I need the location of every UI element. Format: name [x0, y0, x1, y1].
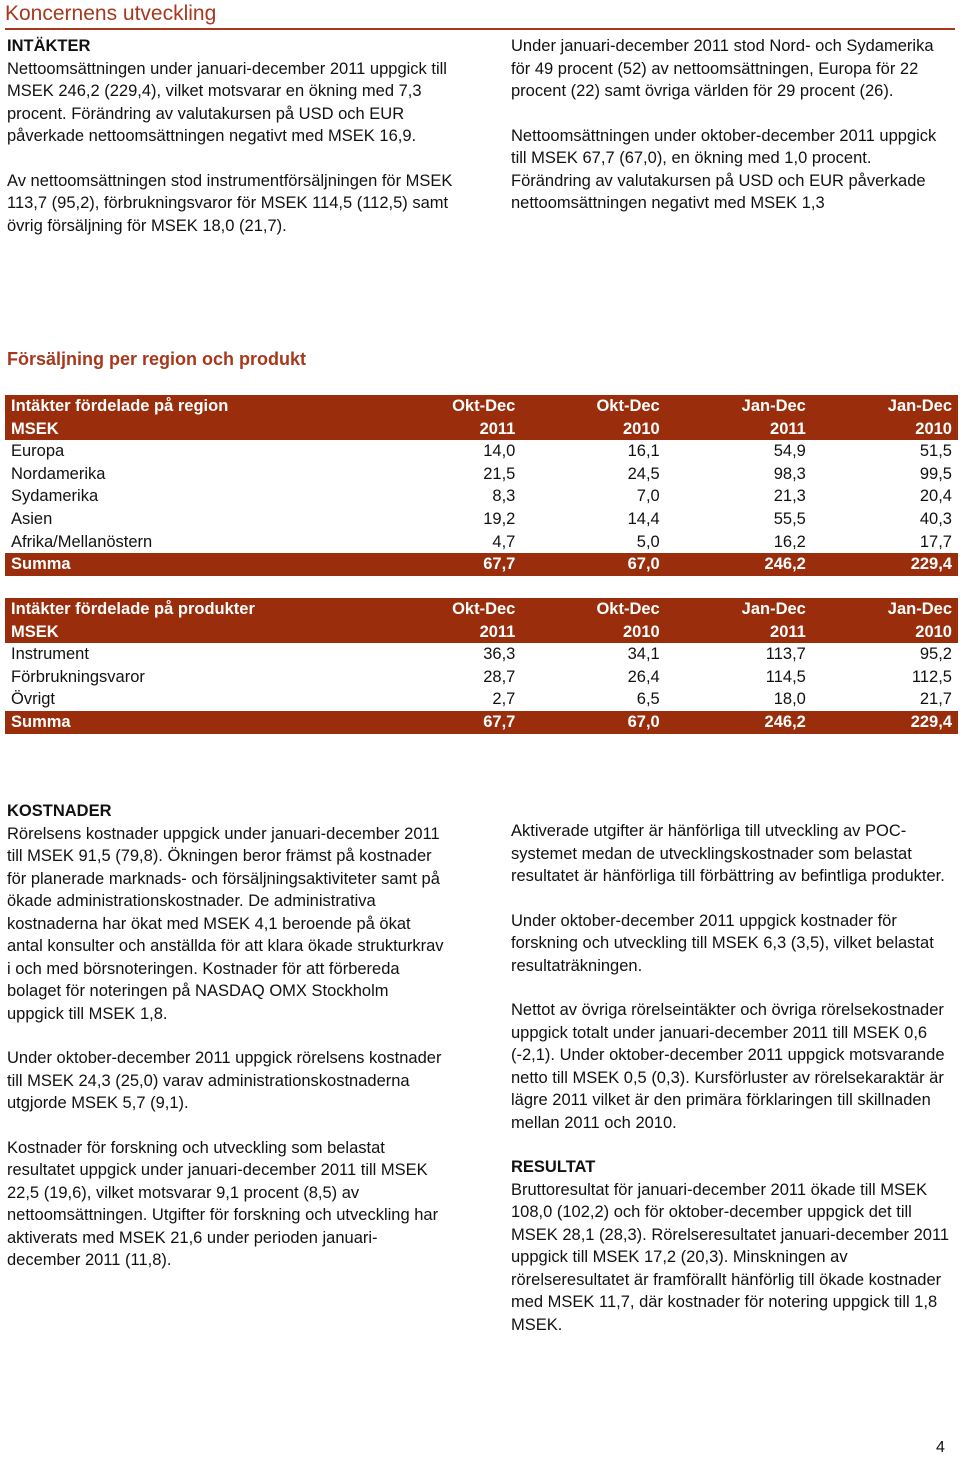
table-row: [5, 485, 958, 508]
table-sum-cell: 67,7: [377, 711, 521, 734]
table-cell: 21,7: [919, 690, 952, 709]
table-header-cell: Jan-Dec: [812, 395, 958, 418]
table-header-cell: MSEK: [5, 418, 377, 441]
kostnader-right-column: [511, 820, 951, 1358]
table-row: [5, 666, 958, 689]
table-cell: 21,3: [773, 487, 806, 506]
table-cell: 14,0: [483, 442, 516, 461]
kostnader-paragraph-1: Rörelsens kostnader uppgick under januari-december 2011 till MSEK 91,5 (79,8). Ökningen beror främst på kostnader för planerade marknads- och försäljningsaktiviteter samt på ökade administrationskostnader. De administrativa kostnaderna har ökat med MSEK 4,1 beroende på ökat antal konsulter och anställda för att klara ökade strukturkrav i och med börsnoteringen. Kostnader för att förbereda bolaget för noteringen på NASDAQ OMX Stockholm uppgick till MSEK 1,8.: [7, 824, 444, 1023]
table-header-cell: 2010: [521, 418, 665, 441]
table-header-cell: Jan-Dec: [666, 598, 812, 621]
table-cell: Afrika/Mellanöstern: [11, 532, 153, 551]
table-header-cell: Okt-Dec: [521, 395, 665, 418]
table-row: [5, 531, 958, 554]
table-header-cell: 2011: [666, 621, 812, 644]
page-number: 4: [936, 1439, 945, 1456]
table-cell: 28,7: [483, 667, 516, 686]
table-cell: 55,5: [773, 509, 806, 528]
table-header-cell: Okt-Dec: [521, 598, 665, 621]
table-sum-row: [5, 553, 958, 576]
table-row: [5, 440, 958, 463]
table-cell: Förbrukningsvaror: [11, 667, 145, 686]
resultat-heading: RESULTAT: [511, 1158, 596, 1176]
table-cell: 19,2: [483, 509, 516, 528]
table-cell: 21,5: [483, 464, 516, 483]
table-cell: 8,3: [492, 487, 516, 506]
intakter-heading: INTÄKTER: [7, 37, 91, 55]
table-cell: Europa: [11, 442, 65, 461]
table-row: [5, 463, 958, 486]
intakter-paragraph-4: Nettoomsättningen under oktober-december 2011 uppgick till MSEK 67,7 (67,0), en ökning med 1,0 procent. Förändring av valutakursen på USD och EUR påverkade nettoomsättningen negativt med MSEK 1,3: [511, 126, 937, 212]
table-sum-cell: 67,0: [521, 711, 665, 734]
table-row: [5, 643, 958, 666]
table-header-cell: 2010: [812, 418, 958, 441]
table-header-cell: 2011: [377, 418, 521, 441]
table-cell: 98,3: [773, 464, 806, 483]
table-cell: 16,1: [627, 442, 660, 461]
table-sum-cell: 229,4: [812, 711, 958, 734]
table-header-row: [5, 598, 958, 621]
table-cell: Asien: [11, 509, 53, 528]
table-header-cell: 2010: [521, 621, 665, 644]
table-row: [5, 688, 958, 711]
table-cell: 112,5: [911, 667, 952, 686]
page-title: Koncernens utveckling: [5, 2, 955, 30]
kostnader-paragraph-2: Under oktober-december 2011 uppgick rörelsens kostnader till MSEK 24,3 (25,0) varav administrationskostnaderna utgjorde MSEK 5,7 (9,1).: [7, 1049, 442, 1112]
table-cell: 5,0: [636, 532, 660, 551]
region-revenue-table: [5, 395, 958, 576]
table-cell: 6,5: [636, 690, 660, 709]
table-cell: 40,3: [919, 509, 952, 528]
table-cell: Övrigt: [11, 690, 56, 709]
table-cell: 95,2: [919, 645, 952, 664]
table-cell: 14,4: [627, 509, 660, 528]
intakter-paragraph-3: Under januari-december 2011 stod Nord- och Sydamerika för 49 procent (52) av nettoomsättningen, Europa för 22 procent (22) samt övriga världen för 29 procent (26).: [511, 37, 934, 100]
table-cell: Instrument: [11, 645, 89, 664]
table-sum-cell: 246,2: [666, 711, 812, 734]
table-sum-cell: Summa: [5, 553, 377, 576]
product-revenue-table: [5, 598, 958, 734]
table-header-cell: 2011: [666, 418, 812, 441]
intakter-paragraph-1: Nettoomsättningen under januari-december 2011 uppgick till MSEK 246,2 (229,4), vilket motsvarar en ökning med 7,3 procent. Förändring av valutakursen på USD och EUR påverkade nettoomsättningen negativt med MSEK 16,9.: [7, 59, 447, 145]
table-sum-cell: Summa: [5, 711, 377, 734]
table-cell: 4,7: [492, 532, 516, 551]
table-cell: 7,0: [636, 487, 660, 506]
table-cell: 2,7: [492, 690, 516, 709]
table-header-cell: 2011: [377, 621, 521, 644]
table-header-cell: Jan-Dec: [666, 395, 812, 418]
kostnader-left-column: [7, 800, 447, 1294]
table-header-cell: Jan-Dec: [812, 598, 958, 621]
table-sum-cell: 246,2: [666, 553, 812, 576]
table-cell: 34,1: [627, 645, 660, 664]
kostnader-paragraph-5: Under oktober-december 2011 uppgick kostnader för forskning och utveckling till MSEK 6,3 (3,5), vilket belastat resultaträkningen.: [511, 911, 934, 975]
kostnader-paragraph-6: Nettot av övriga rörelseintäkter och övriga rörelsekostnader uppgick totalt under januari-december 2011 till MSEK 0,6 (-2,1). Under oktober-december 2011 uppgick motsvarande netto till MSEK 0,5 (0,3). Kursförluster av rörelsekaraktär är lägre 2011 vilket är den primära förklaringen till skillnaden mellan 2011 och 2010.: [511, 1001, 945, 1132]
table-cell: Sydamerika: [11, 487, 99, 506]
table-sum-cell: 229,4: [812, 553, 958, 576]
intakter-left-column: [7, 35, 457, 259]
table-header-cell: MSEK: [5, 621, 377, 644]
table-header-cell: Okt-Dec: [377, 395, 521, 418]
table-cell: 54,9: [773, 442, 806, 461]
table-header-row: [5, 621, 958, 644]
kostnader-paragraph-3: Kostnader för forskning och utveckling som belastat resultatet uppgick under januari-december 2011 till MSEK 22,5 (19,6), vilket motsvarar 9,1 procent (8,5) av nettoomsättningen. Utgifter för forskning och utveckling har aktiverats med MSEK 21,6 under perioden januari-december 2011 (11,8).: [7, 1138, 439, 1269]
table-sum-cell: 67,7: [377, 553, 521, 576]
resultat-paragraph: Bruttoresultat för januari-december 2011 ökade till MSEK 108,0 (102,2) och för oktober-december uppgick det till MSEK 28,1 (28,3). Rörelseresultatet januari-december 2011 uppgick till MSEK 17,2 (20,3). Minskningen av rörelseresultatet är framförallt hänförlig till ökade kostnader med MSEK 11,7, där kostnader för notering uppgick till 1,8 MSEK.: [511, 1180, 950, 1334]
table-row: [5, 508, 958, 531]
table-header-row: [5, 395, 958, 418]
table-cell: 24,5: [627, 464, 660, 483]
table-header-cell: Intäkter fördelade på produkter: [5, 598, 377, 621]
table-cell: 26,4: [627, 667, 660, 686]
table-cell: 99,5: [919, 464, 952, 483]
table-cell: 113,7: [765, 645, 806, 664]
table-cell: 36,3: [483, 645, 516, 664]
kostnader-heading: KOSTNADER: [7, 802, 112, 820]
table-cell: 20,4: [919, 487, 952, 506]
intakter-paragraph-2: Av nettoomsättningen stod instrumentförsäljningen för MSEK 113,7 (95,2), förbrukningsvaror för MSEK 114,5 (112,5) samt övrig försäljning för MSEK 18,0 (21,7).: [7, 171, 453, 235]
table-cell: 17,7: [919, 532, 952, 551]
kostnader-paragraph-4: Aktiverade utgifter är hänförliga till utveckling av POC-systemet medan de utvecklingskostnader som belastat resultatet är hänförliga till förbättring av befintliga produkter.: [511, 822, 945, 885]
table-header-cell: Okt-Dec: [377, 598, 521, 621]
table-header-cell: Intäkter fördelade på region: [5, 395, 377, 418]
table-header-cell: 2010: [812, 621, 958, 644]
table-cell: 16,2: [773, 532, 806, 551]
table-header-row: [5, 418, 958, 441]
intakter-right-column: [511, 35, 951, 237]
table-cell: 114,5: [765, 667, 806, 686]
table-sum-cell: 67,0: [521, 553, 665, 576]
table-cell: Nordamerika: [11, 464, 106, 483]
table-cell: 18,0: [773, 690, 806, 709]
table-sum-row: [5, 711, 958, 734]
table-cell: 51,5: [919, 442, 952, 461]
section-title: Försäljning per region och produkt: [7, 349, 307, 369]
